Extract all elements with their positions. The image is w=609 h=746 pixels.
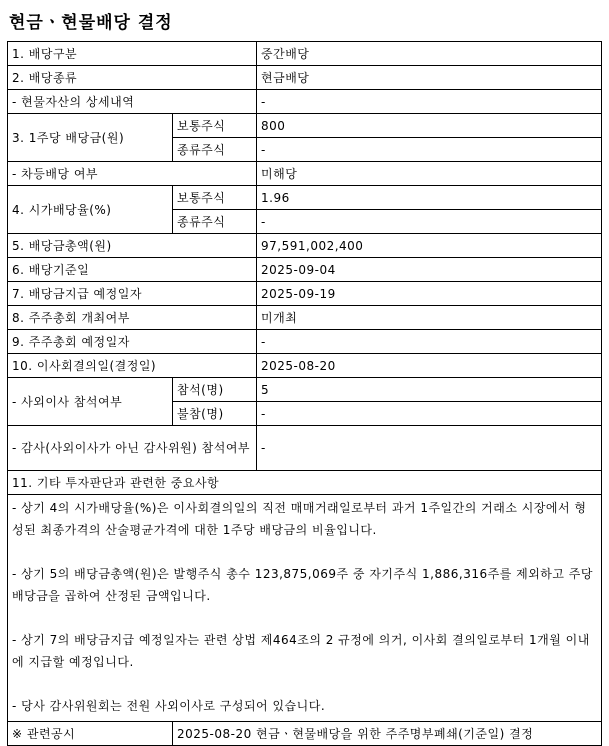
table-row [8, 354, 602, 378]
row-value: 미개최 [257, 306, 602, 330]
row-value: 2025-09-19 [257, 282, 602, 306]
table-row [8, 378, 602, 402]
related-label: ※ 관련공시 [8, 722, 173, 746]
related-cell [173, 722, 602, 746]
table-row [8, 186, 602, 210]
row-label: - 차등배당 여부 [8, 162, 257, 186]
row-label: - 감사(사외이사가 아닌 감사위원) 참석여부 [8, 426, 257, 471]
note-paragraph: - 당사 감사위원회는 전원 사외이사로 구성되어 있습니다. [12, 699, 326, 713]
row-value: - [257, 90, 602, 114]
table-row [8, 42, 602, 66]
row-sublabel: 불참(명) [173, 402, 257, 426]
row-label: 10. 이사회결의일(결정일) [8, 354, 257, 378]
row-value: 2025-08-20 [257, 354, 602, 378]
row-value: 현금배당 [257, 66, 602, 90]
row-value: 97,591,002,400 [257, 234, 602, 258]
table-row [8, 471, 602, 495]
row-label: 11. 기타 투자판단과 관련한 중요사항 [8, 471, 602, 495]
row-label: 1. 배당구분 [8, 42, 257, 66]
row-label: 4. 시가배당율(%) [8, 186, 173, 234]
row-value: 미해당 [257, 162, 602, 186]
note-paragraph: - 상기 4의 시가배당율(%)은 이사회결의일의 직전 매매거래일로부터 과거 1주일간의 거래소 시장에서 형성된 최종가격의 산술평균가격에 대한 1주당 배당금의 비율입니다. [12, 501, 587, 537]
table-row [8, 495, 602, 722]
table-row [8, 282, 602, 306]
row-label: 6. 배당기준일 [8, 258, 257, 282]
row-label: 8. 주주총회 개최여부 [8, 306, 257, 330]
row-sublabel: 보통주식 [173, 186, 257, 210]
table-row [8, 330, 602, 354]
row-value: - [257, 138, 602, 162]
row-sublabel: 참석(명) [173, 378, 257, 402]
table-row [8, 114, 602, 138]
table-row [8, 306, 602, 330]
row-label: 9. 주주총회 예정일자 [8, 330, 257, 354]
row-sublabel: 보통주식 [173, 114, 257, 138]
note-paragraph: - 상기 7의 배당금지급 예정일자는 관련 상법 제464조의 2 규정에 의거, 이사회 결의일로부터 1개월 이내에 지급할 예정입니다. [12, 633, 590, 669]
row-label: - 사외이사 참석여부 [8, 378, 173, 426]
disclosure-table [7, 41, 602, 746]
page-title: 현금ㆍ현물배당 결정 [9, 13, 173, 33]
row-label: 5. 배당금총액(원) [8, 234, 257, 258]
row-value: 2025-09-04 [257, 258, 602, 282]
row-label: - 현물자산의 상세내역 [8, 90, 257, 114]
row-value: - [257, 330, 602, 354]
row-value: - [257, 426, 602, 471]
row-value: - [257, 210, 602, 234]
row-value: 5 [257, 378, 602, 402]
row-value: 800 [257, 114, 602, 138]
table-row [8, 234, 602, 258]
notes-cell [8, 495, 602, 722]
row-label: 2. 배당종류 [8, 66, 257, 90]
related-disclosure-link[interactable]: 2025-08-20 현금ㆍ현물배당을 위한 주주명부폐쇄(기준일) 결정 [177, 726, 534, 741]
row-label: 7. 배당금지급 예정일자 [8, 282, 257, 306]
table-row [8, 162, 602, 186]
row-value: 1.96 [257, 186, 602, 210]
row-value: 중간배당 [257, 42, 602, 66]
table-row [8, 66, 602, 90]
row-sublabel: 종류주식 [173, 138, 257, 162]
table-row [8, 426, 602, 471]
row-value: - [257, 402, 602, 426]
table-row [8, 90, 602, 114]
table-row [8, 722, 602, 746]
row-label: 3. 1주당 배당금(원) [8, 114, 173, 162]
table-row [8, 258, 602, 282]
note-paragraph: - 상기 5의 배당금총액(원)은 발행주식 총수 123,875,069주 중 자기주식 1,886,316주를 제외하고 주당 배당금을 곱하여 산정된 금액입니다. [12, 567, 593, 603]
row-sublabel: 종류주식 [173, 210, 257, 234]
